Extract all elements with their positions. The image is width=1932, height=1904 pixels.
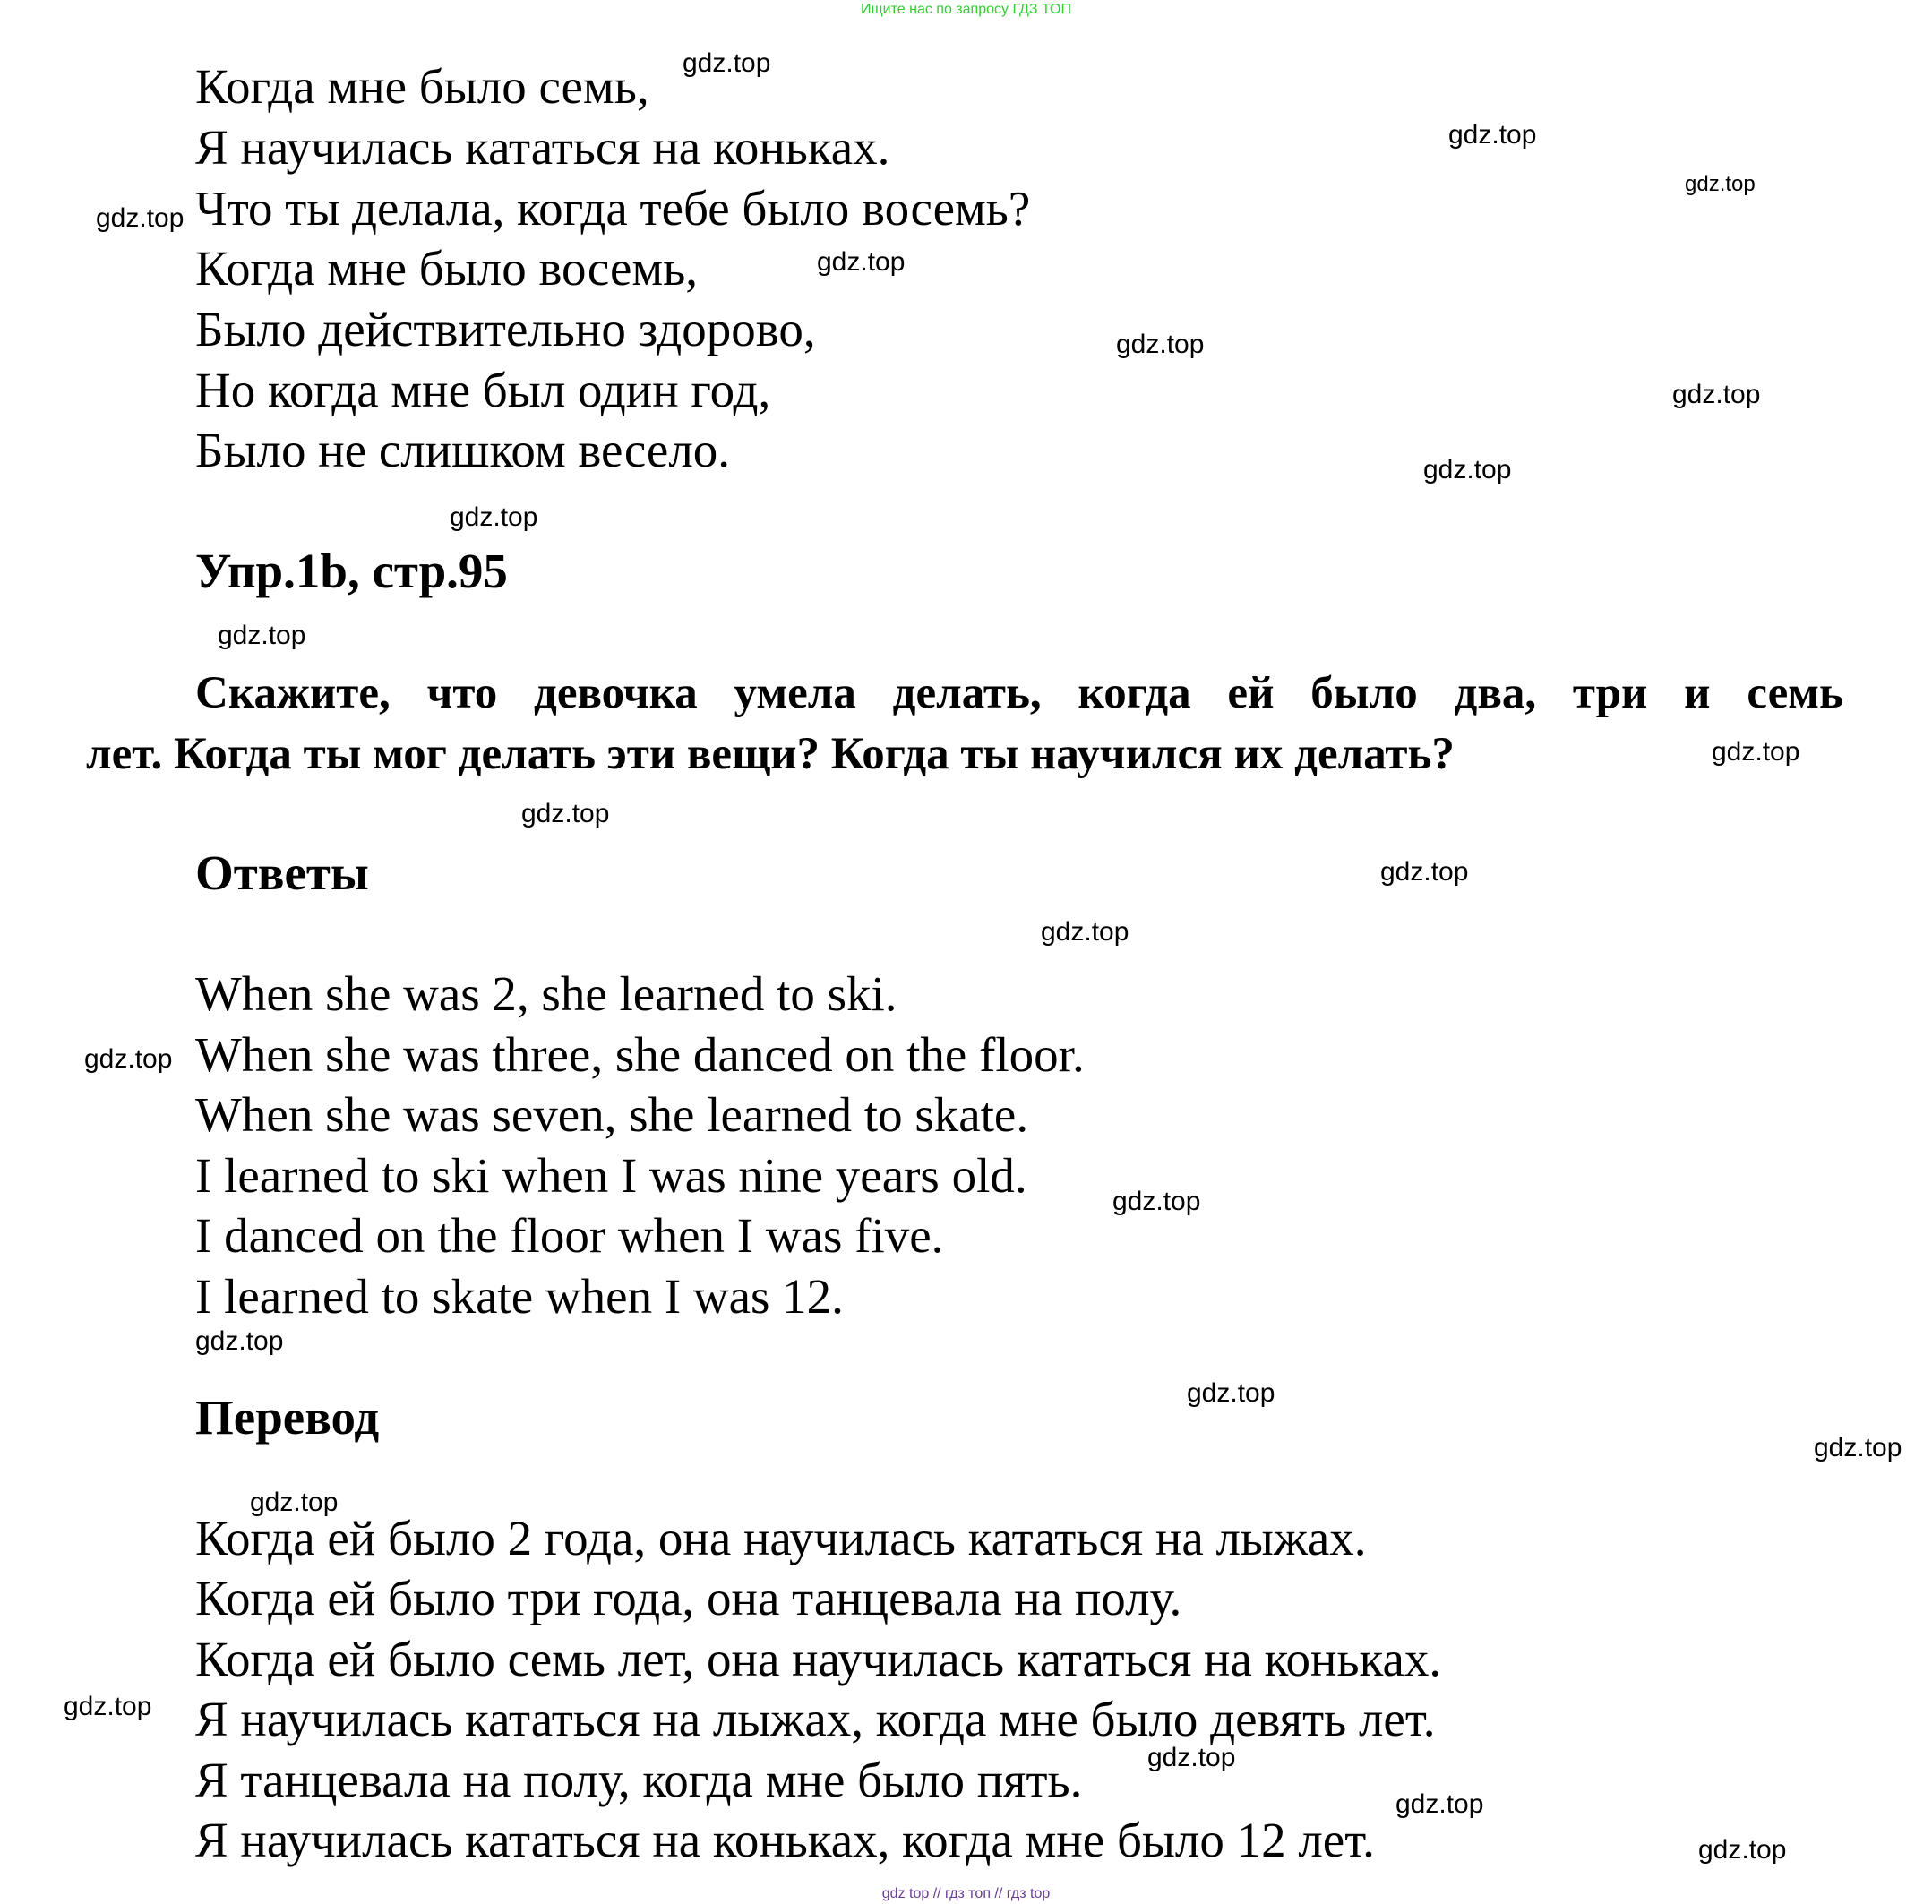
answer-line: I danced on the floor when I was five. [195, 1208, 944, 1263]
watermark: gdz.top [1187, 1378, 1275, 1408]
watermark: gdz.top [817, 247, 906, 277]
watermark: gdz.top [218, 621, 306, 650]
poem-line: Когда мне было восемь, [195, 241, 699, 296]
watermark: gdz.top [96, 203, 185, 233]
answer-line: When she was 2, she learned to ski. [195, 966, 897, 1021]
exercise-heading: Упр.1b, стр.95 [195, 544, 508, 598]
translation-line: Я научилась кататься на лыжах, когда мне было девять лет. [195, 1692, 1436, 1746]
poem-line: Было действительно здорово, [195, 302, 816, 356]
watermark: gdz.top [1423, 455, 1512, 485]
watermark: gdz.top [250, 1488, 339, 1517]
translation-line: Я танцевала на полу, когда мне было пять. [195, 1753, 1083, 1807]
task-line: Скажите, что девочка умела делать, когда ей было два, три и семь [195, 668, 1843, 718]
watermark: gdz.top [1395, 1789, 1484, 1819]
watermark: gdz.top [1814, 1433, 1902, 1462]
translation-line: Когда ей было 2 года, она научилась кататься на лыжах. [195, 1511, 1367, 1565]
translation-line: Когда ей было три года, она танцевала на полу. [195, 1571, 1182, 1625]
watermark: gdz.top [1116, 330, 1205, 359]
answer-line: I learned to skate when I was 12. [195, 1269, 844, 1324]
footer-watermark: gdz top // гдз топ // гдз top [881, 1886, 1051, 1901]
poem-line: Было не слишком весело. [195, 423, 731, 477]
watermark: gdz.top [1672, 380, 1761, 409]
task-line: лет. Когда ты мог делать эти вещи? Когда ты научился их делать? [86, 729, 1455, 779]
answer-line: When she was seven, she learned to skate. [195, 1087, 1029, 1142]
poem-line: Но когда мне был один год, [195, 363, 771, 417]
watermark: gdz.top [1147, 1743, 1236, 1772]
watermark: gdz.top [84, 1044, 173, 1074]
answer-line: I learned to ski when I was nine years old. [195, 1148, 1027, 1203]
watermark: gdz.top [1712, 737, 1800, 767]
watermark: gdz.top [1380, 857, 1469, 887]
translation-line: Когда ей было семь лет, она научилась кататься на коньках. [195, 1632, 1442, 1686]
poem-line: Что ты делала, когда тебе было восемь? [195, 181, 1031, 236]
translation-heading: Перевод [195, 1390, 380, 1445]
watermark: gdz.top [683, 48, 771, 78]
watermark: gdz.top [450, 502, 538, 532]
watermark: gdz.top [1448, 120, 1537, 150]
watermark: gdz.top [1685, 172, 1756, 196]
watermark: gdz.top [1112, 1187, 1201, 1216]
watermark: gdz.top [521, 799, 610, 828]
poem-line: Я научилась кататься на коньках. [195, 120, 890, 175]
translation-line: Я научилась кататься на коньках, когда мне было 12 лет. [195, 1813, 1375, 1867]
top-banner: Ищите нас по запросу ГДЗ ТОП [861, 2, 1071, 17]
watermark: gdz.top [195, 1326, 284, 1356]
task-text [86, 663, 1843, 785]
watermark: gdz.top [1041, 917, 1129, 947]
watermark: gdz.top [1698, 1835, 1787, 1865]
watermark: gdz.top [64, 1692, 152, 1721]
answer-line: When she was three, she danced on the floor. [195, 1027, 1085, 1082]
answers-heading: Ответы [195, 845, 369, 900]
poem-line: Когда мне было семь, [195, 59, 649, 114]
